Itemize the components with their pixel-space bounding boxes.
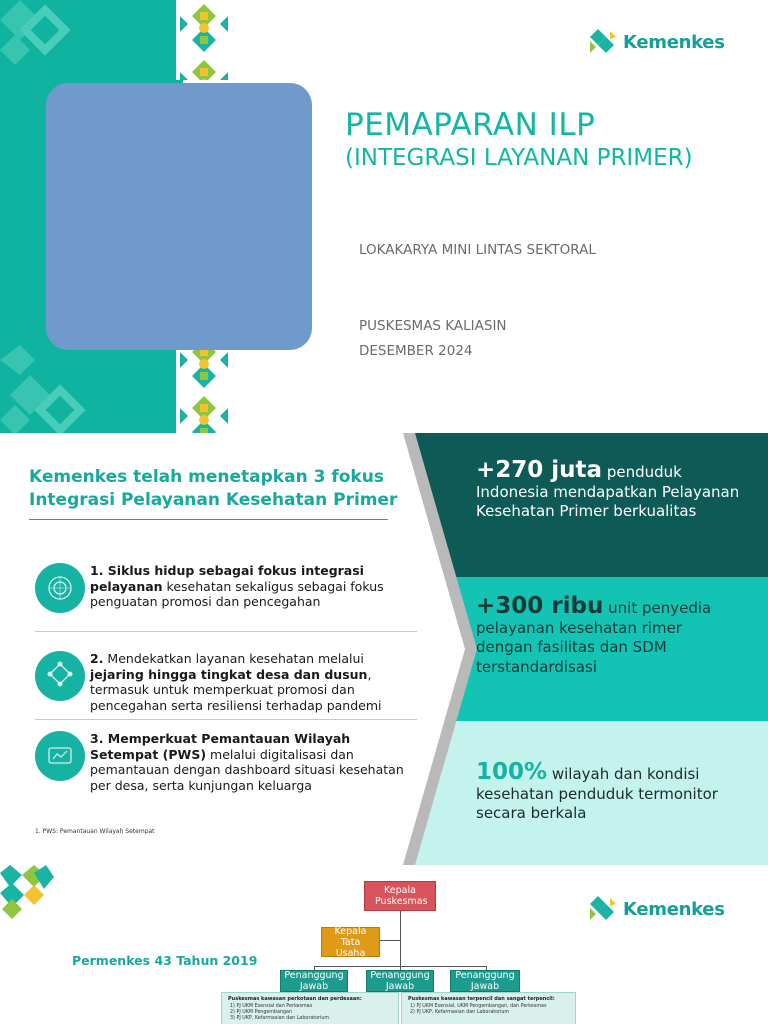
- org-admin-box: Kepala Tata Usaha: [321, 927, 380, 957]
- dashboard-icon: [35, 731, 85, 781]
- org-connector: [380, 940, 401, 941]
- org-panel-urban: Puskesmas kawasan perkotaan dan perdesaan: 1) PJ UKM Esensial dan Perkesmas 2) PJ UKM Pengembangan 3) PJ UKP, Kefarmasian dan Laboratorium: [221, 992, 399, 1024]
- focus-item-text: 1. Siklus hidup sebagai fokus integrasi pelayanan kesehatan sekaligus sebagai fokus penguatan promosi dan pencegahan: [90, 563, 384, 609]
- event-name: LOKAKARYA MINI LINTAS SEKTORAL: [359, 242, 596, 258]
- divider: [35, 631, 417, 632]
- corner-pattern-icon: [0, 865, 60, 925]
- organization-slide: [0, 865, 768, 1024]
- logo-text: Kemenkes: [623, 31, 725, 53]
- org-pj-box: Penanggung Jawab: [366, 970, 434, 992]
- org-pj-box: Penanggung Jawab: [280, 970, 348, 992]
- photo-placeholder: [46, 83, 312, 350]
- organization-name: PUSKESMAS KALIASIN: [359, 318, 507, 334]
- focus-item-text: 3. Memperkuat Pemantauan Wilayah Setempat (PWS) melalui digitalisasi dan pemantauan dengan dashboard situasi kesehatan per desa, serta kunjungan keluarga: [90, 731, 404, 793]
- presentation-date: DESEMBER 2024: [359, 343, 473, 359]
- kemenkes-logo: [586, 894, 725, 924]
- footnote: 1. PWS: Pemantauan Wilayah Setempat: [35, 828, 155, 835]
- stat-description: wilayah dan kondisi kesehatan penduduk termonitor secara berkala: [476, 765, 718, 822]
- org-pj-box: Penanggung Jawab: [450, 970, 520, 992]
- logo-text: Kemenkes: [623, 898, 725, 920]
- network-icon: [35, 651, 85, 701]
- org-connector: [400, 910, 401, 967]
- kemenkes-logo-icon: [586, 27, 620, 57]
- stat-value: 100%: [476, 759, 548, 785]
- regulation-caption: Permenkes 43 Tahun 2019: [72, 953, 258, 968]
- stat-value: +300 ribu: [476, 593, 604, 619]
- title-slide: [0, 0, 768, 433]
- stat-value: +270 juta: [476, 457, 603, 483]
- stat-monitoring: [476, 759, 736, 824]
- lifecycle-icon: [35, 563, 85, 613]
- presentation-title: PEMAPARAN ILP: [345, 107, 596, 143]
- stat-description: unit penyedia pelayanan kesehatan rimer dengan fasilitas dan SDM terstandardisasi: [476, 599, 712, 676]
- focus-item-text: 2. Mendekatkan layanan kesehatan melalui jejaring hingga tingkat desa dan dusun, termasuk untuk memperkuat promosi dan pencegahan serta resiliensi terhadap pandemi: [90, 651, 382, 713]
- kemenkes-logo-icon: [586, 894, 620, 924]
- presentation-subtitle: (INTEGRASI LAYANAN PRIMER): [345, 145, 693, 171]
- kemenkes-logo: [586, 27, 725, 57]
- focus-heading: Kemenkes telah menetapkan 3 fokus Integrasi Pelayanan Kesehatan Primer: [29, 467, 398, 510]
- focus-slide: [0, 433, 768, 865]
- org-head-box: Kepala Puskesmas: [364, 881, 436, 911]
- stat-description: penduduk Indonesia mendapatkan Pelayanan Kesehatan Primer berkualitas: [476, 463, 740, 520]
- divider: [35, 719, 417, 720]
- stat-facilities: [476, 593, 726, 677]
- heading-rule: [29, 519, 388, 520]
- stat-population: [476, 457, 746, 522]
- org-panel-remote: Puskesmas kawasan terpencil dan sangat terpencil: 1) PJ UKM Esensial, UKM Pengembangan, dan Perkesmas 2) PJ UKP, Kefarmasian dan Laboratorium: [401, 992, 576, 1024]
